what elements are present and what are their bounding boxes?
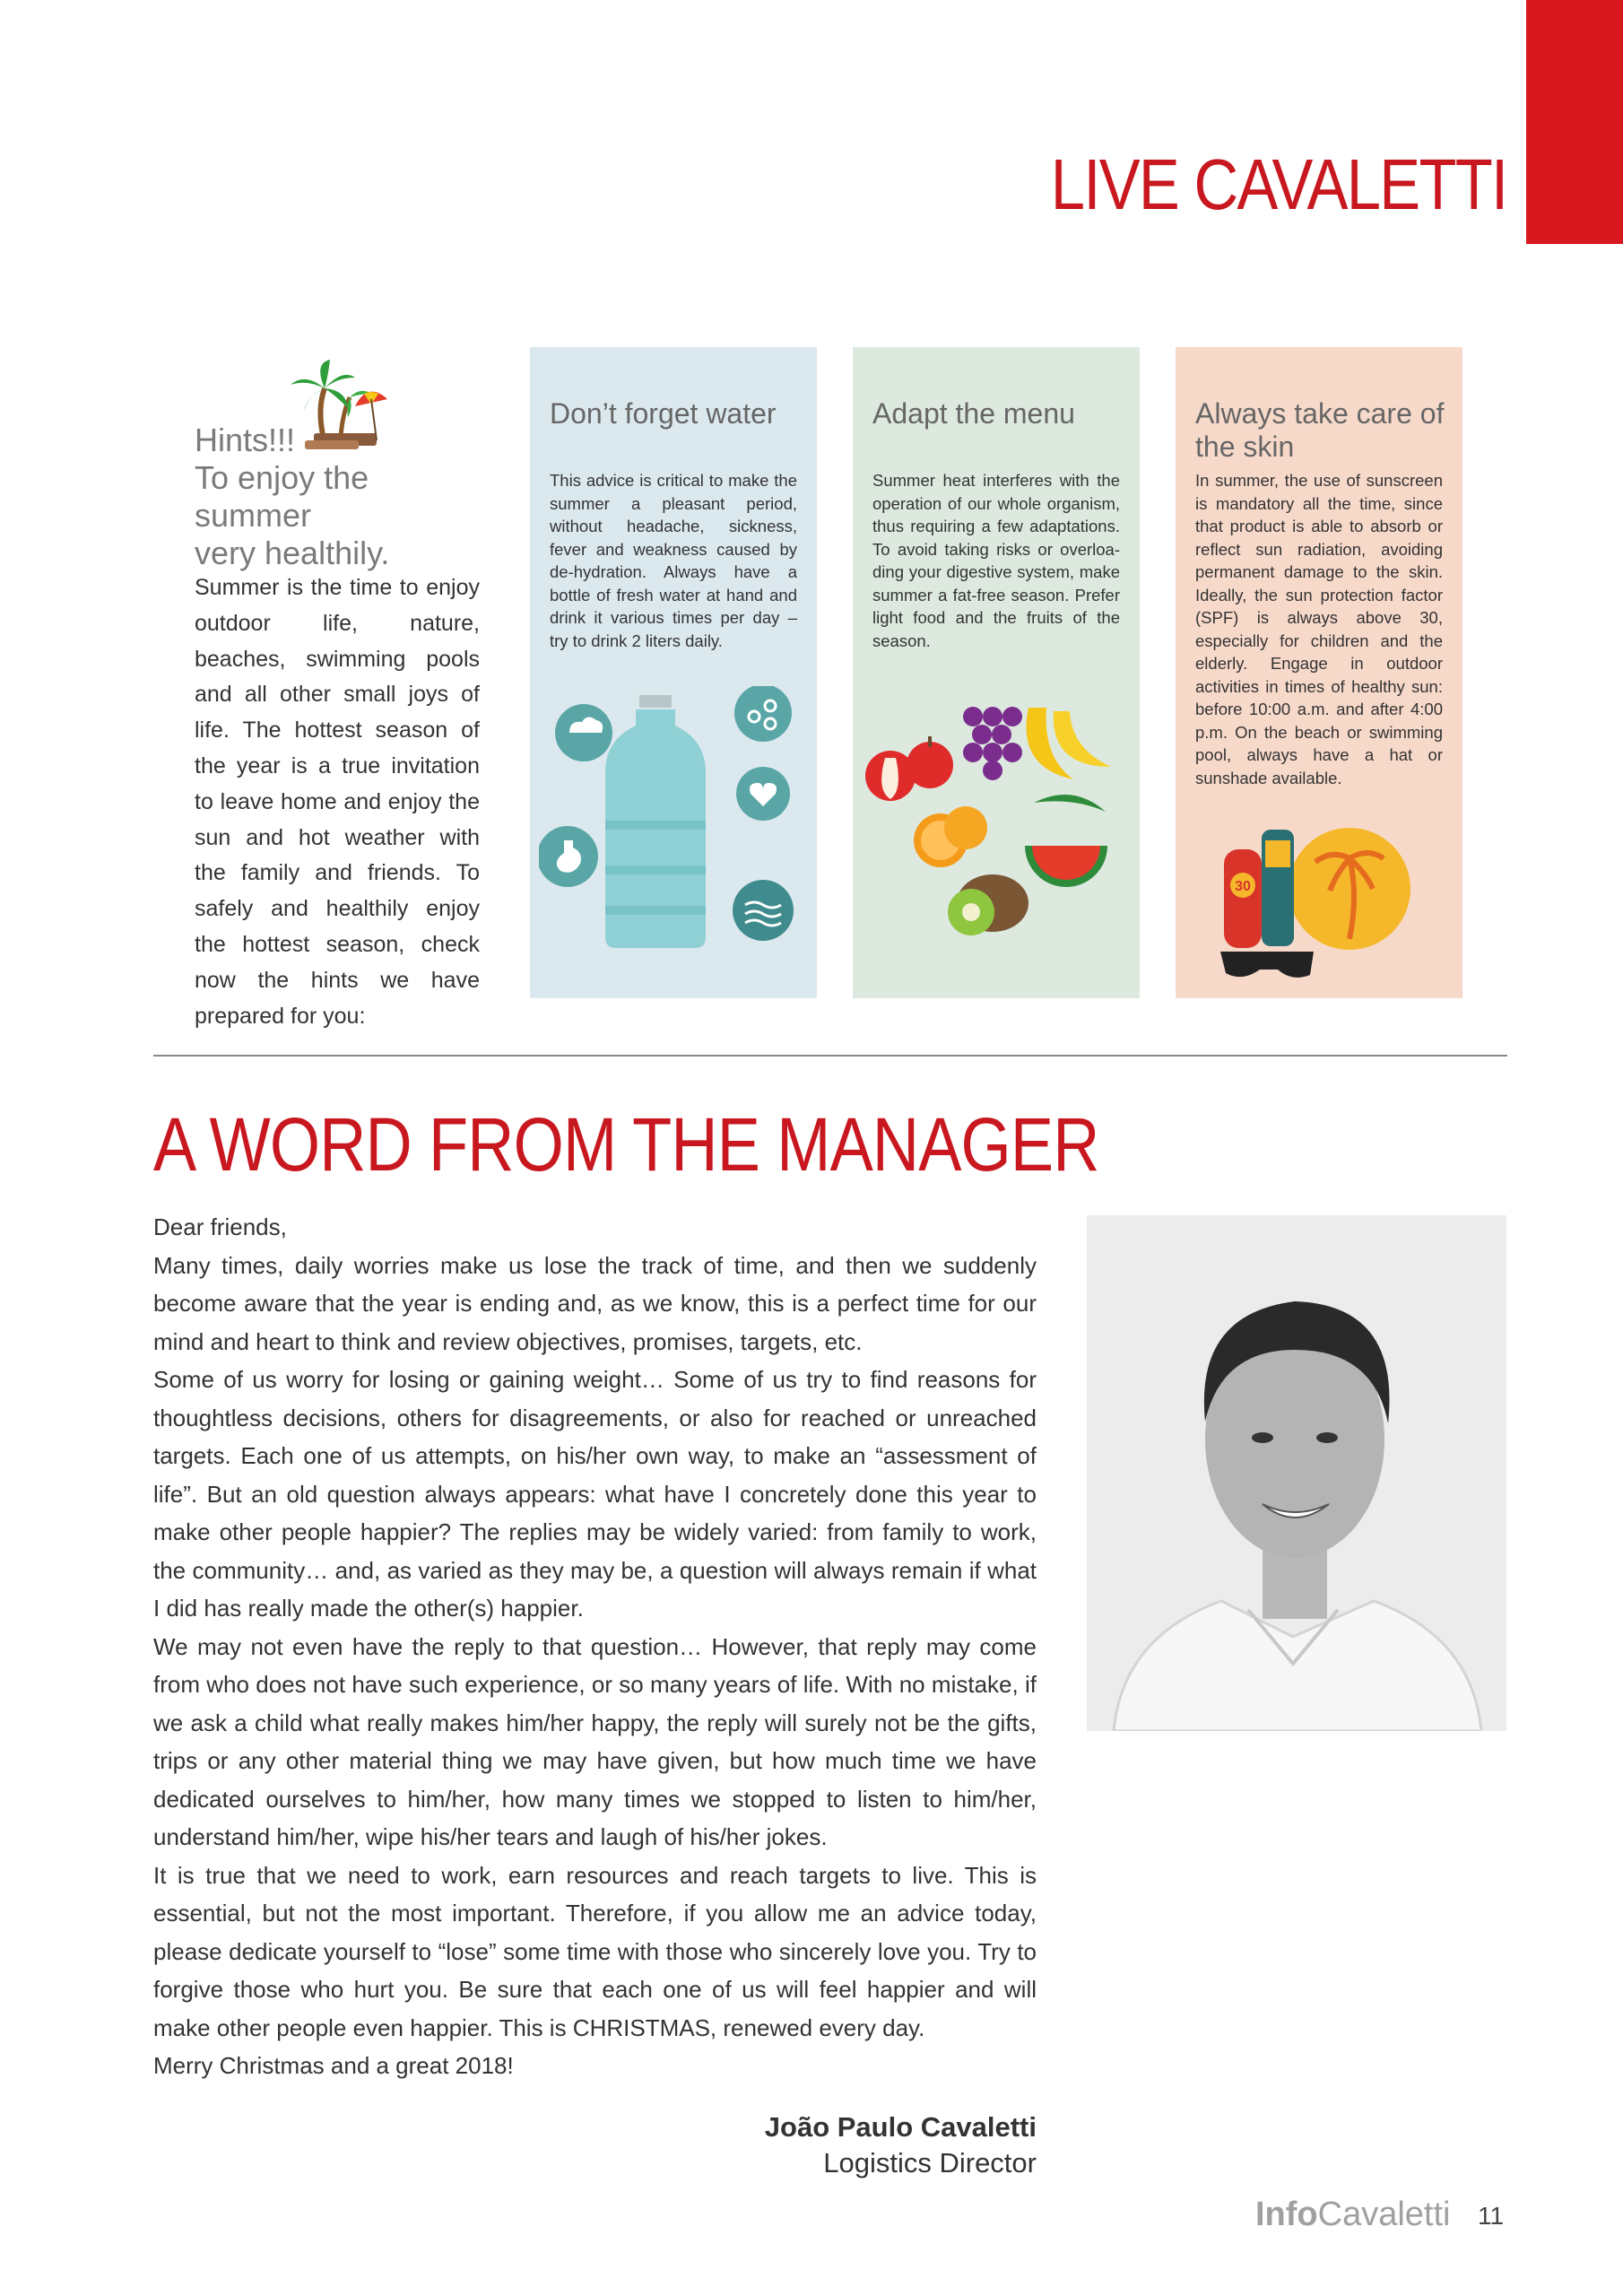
card-water — [530, 347, 817, 998]
water-bottle-icon — [539, 686, 808, 955]
letter-paragraph: Many times, daily worries make us lose the track of time, and then we suddenly become aware that the year is ending and, as we know, this is a perfect time for our mind and heart to think and review objectives, promises, targets, etc. — [153, 1251, 1037, 1355]
signature — [628, 2109, 1037, 2181]
signature-role: Logistics Director — [823, 2147, 1037, 2179]
fruits-icon — [858, 704, 1136, 955]
page-number: 11 — [1478, 2202, 1505, 2230]
card-title: Don’t forget water — [550, 397, 777, 430]
brand-light: Cavaletti — [1317, 2196, 1451, 2233]
letter-paragraph: Dear friends, — [153, 1213, 287, 1240]
spf-label: 30 — [1235, 879, 1251, 894]
card-text: In summer, the use of sunscreen is mandatory all the time, since that product is able to absorb or reflect sun radiation, avoiding permanent damage to the skin. Ideally, the sun protection factor (SPF) is always above 30, especially for children and the elderly. Engage in outdoor activities in times of healthy sun: before 10:00 a.m. and after 4:00 p.m. On the beach or swimming pool, always have a hat or sunshade available. — [1195, 471, 1443, 787]
brand-bold: Info — [1255, 2196, 1318, 2233]
card-text: This advice is critical to make the summer a pleasant period, without headache, sickness, fever and weakness caused by de-hydration. Always have a bottle of fresh water at hand and drink it various times per day – try to drink 2 liters daily. — [550, 471, 797, 650]
manager-portrait — [1087, 1215, 1506, 1731]
card-title: Always take care of the skin — [1195, 397, 1445, 463]
card-text: Summer heat interferes with the operation of our whole organism, thus requiring a few adaptations. To avoid taking risks or overloa-ding your digestive system, make summer a fat-free season. Prefer light food and the fruits of the season. — [872, 471, 1120, 650]
red-corner-tab — [1526, 0, 1623, 244]
card-menu — [853, 347, 1140, 998]
section-title: LIVE CAVALETTI — [1050, 144, 1506, 224]
section-divider — [153, 1055, 1507, 1057]
letter-paragraph: It is true that we need to work, earn resources and reach targets to live. This is essential, but not the most important. Therefore, if you allow me an advice today, please dedicate yourself to “lose” some time with those who sincerely love you. Try to forgive those who hurt you. Be sure that each one of us will feel happier and will make other people even happier. This is CHRISTMAS, renewed every day. — [153, 1861, 1037, 2041]
hints-heading: Hints!!! To enjoy the summer very healthily. — [195, 422, 390, 571]
footer-brand — [1255, 2196, 1451, 2234]
manager-title: A WORD FROM THE MANAGER — [153, 1102, 1099, 1187]
letter-paragraph: We may not even have the reply to that question… However, that reply may come from who does not have such experience, or so many years of life. With no mistake, if we ask a child what really makes him/her happy, the reply will surely not be the gifts, trips or any other material thing we may have given, but how much time we have dedicated ourselves to him/her, how many times we stopped to listen to him/her, understand him/her, wipe his/her tears and laugh of his/her jokes. — [153, 1632, 1037, 1850]
manager-letter — [153, 1208, 1037, 2085]
hints-body-text: Summer is the time to enjoy outdoor life, nature, beaches, swimming pools and all other small joys of life. The hottest season of the year is a true invitation to leave home and enjoy the sun and hot weather with the family and friends. To safely and healthily enjoy the hottest season, check now the hints we have prepared for you: — [195, 575, 480, 1029]
letter-paragraph: Merry Christmas and a great 2018! — [153, 2052, 514, 2079]
letter-paragraph: Some of us worry for losing or gaining weight… Some of us try to find reasons for thoughtless decisions, others for disagreements, or also for reached or unreached targets. Each one of us attempts, on his/her own way, to make an “assessment of life”. But an old question always appears: what have I concretely done this year to make other people happier? The replies may be widely varied: from family to work, the community… and, as varied as they may be, a question will always remain if what I did has really made the other(s) happier. — [153, 1366, 1037, 1622]
sunscreen-icon — [1215, 822, 1430, 984]
card-title: Adapt the menu — [872, 397, 1075, 430]
card-skin — [1176, 347, 1462, 998]
signature-name: João Paulo Cavaletti — [764, 2111, 1037, 2143]
